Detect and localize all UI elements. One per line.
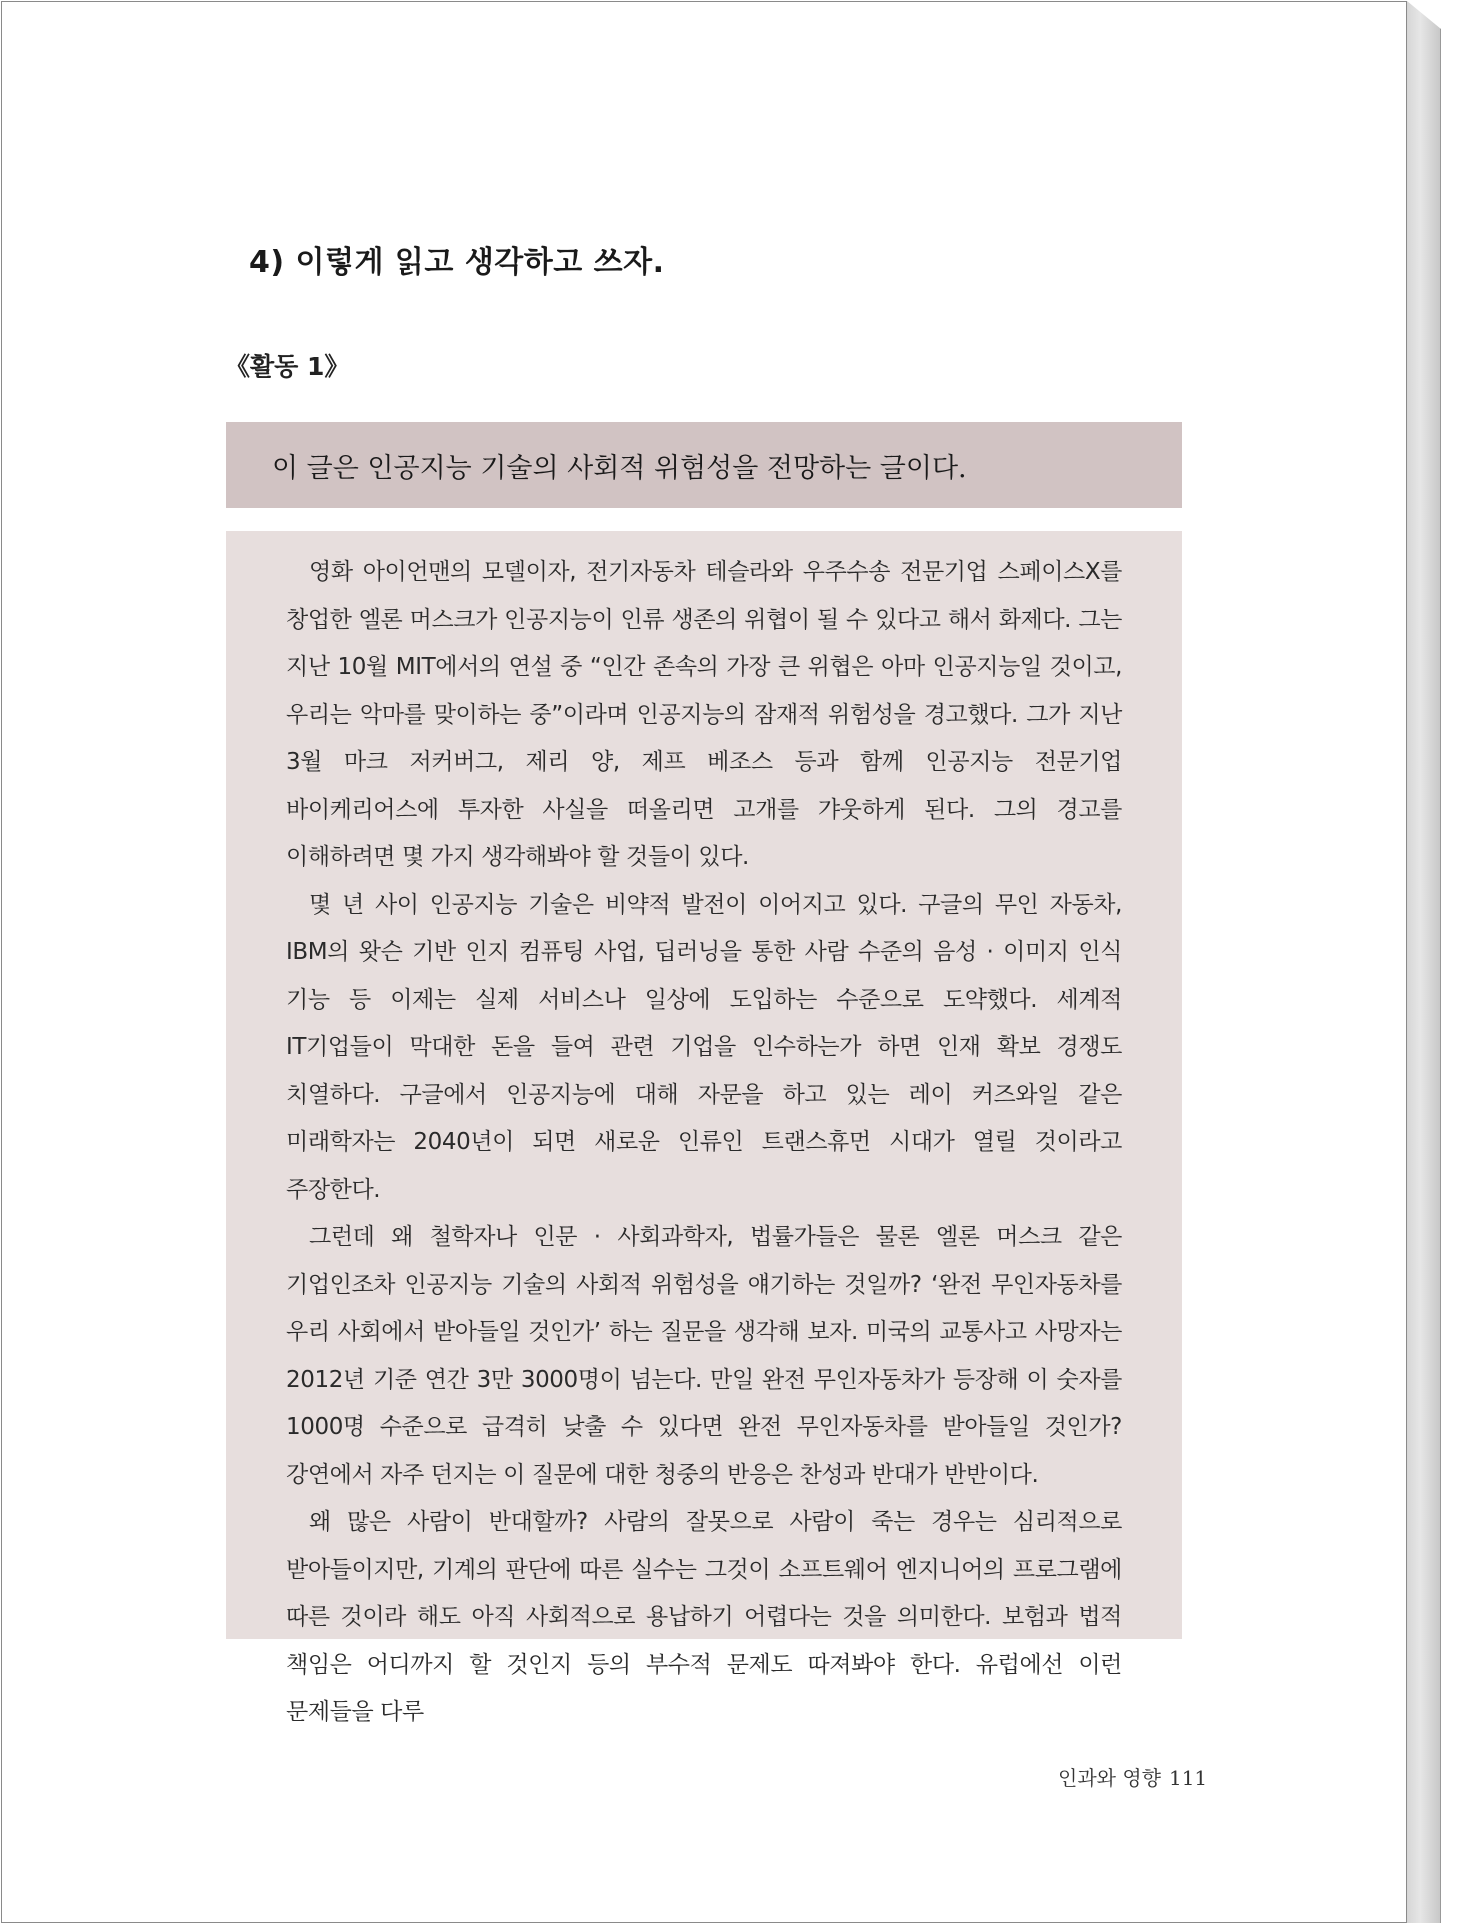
summary-box [226,422,1182,508]
chapter-name: 인과와 영향 [1058,1766,1161,1790]
paragraph: 몇 년 사이 인공지능 기술은 비약적 발전이 이어지고 있다. 구글의 무인 자동차, IBM의 왓슨 기반 인지 컴퓨팅 사업, 딥러닝을 통한 사람 수준의 음성 · 이미지 인식 기능 등 이제는 실제 서비스나 일상에 도입하는 수준으로 도약했다. 세계적 IT기업들이 막대한 돈을 들여 관련 기업을 인수하는가 하면 인재 확보 경쟁도 치열하다. 구글에서 인공지능에 대해 자문을 하고 있는 레이 커즈와일 같은 미래학자는 2040년이 되면 새로운 인류인 트랜스휴먼 시대가 열릴 것이라고 주장한다. [286,891,1122,1203]
page-stack-edge [1407,1,1441,1923]
activity-label: 《활동 1》 [225,352,350,381]
paragraph: 왜 많은 사람이 반대할까? 사람의 잘못으로 사람이 죽는 경우는 심리적으로 받아들이지만, 기계의 판단에 따른 실수는 그것이 소프트웨어 엔지니어의 프로그램에 따른 것이라 해도 아직 사회적으로 용납하기 어렵다는 것을 의미한다. 보험과 법적 책임은 어디까지 할 것인지 등의 부수적 문제도 따져봐야 한다. 유럽에선 이런 문제들을 다루 [286,1509,1123,1725]
section-title: 4) 이렇게 읽고 생각하고 쓰자. [249,245,665,280]
paragraph: 영화 아이언맨의 모델이자, 전기자동차 테슬라와 우주수송 전문기업 스페이스X를 창업한 엘론 머스크가 인공지능이 인류 생존의 위협이 될 수 있다고 해서 화제다. 그는 지난 10월 MIT에서의 연설 중 “인간 존속의 가장 큰 위협은 아마 인공지능일 것이고, 우리는 악마를 맞이하는 중”이라며 인공지능의 잠재적 위험성을 경고했다. 그가 지난 3월 마크 저커버그, 제리 양, 제프 베조스 등과 함께 인공지능 전문기업 바이케리어스에 투자한 사실을 떠올리면 고개를 갸웃하게 된다. 그의 경고를 이해하려면 몇 가지 생각해봐야 할 것들이 있다. [286,559,1122,870]
paragraph: 그런데 왜 철학자나 인문 · 사회과학자, 법률가들은 물론 엘론 머스크 같은 기업인조차 인공지능 기술의 사회적 위험성을 얘기하는 것일까? ‘완전 무인자동차를 우리 사회에서 받아들일 것인가’ 하는 질문을 생각해 보자. 미국의 교통사고 사망자는 2012년 기준 연간 3만 3000명이 넘는다. 만일 완전 무인자동차가 등장해 이 숫자를 1000명 수준으로 급격히 낮출 수 있다면 완전 무인자동차를 받아들일 것인가? 강연에서 자주 던지는 이 질문에 대한 청중의 반응은 찬성과 반대가 반반이다. [286,1224,1122,1488]
book-page [1,1,1407,1923]
summary-text: 이 글은 인공지능 기술의 사회적 위험성을 전망하는 글이다. [272,452,967,484]
page-footer [1058,1762,1207,1791]
page-number: 111 [1168,1766,1208,1790]
reading-passage [226,531,1182,1725]
